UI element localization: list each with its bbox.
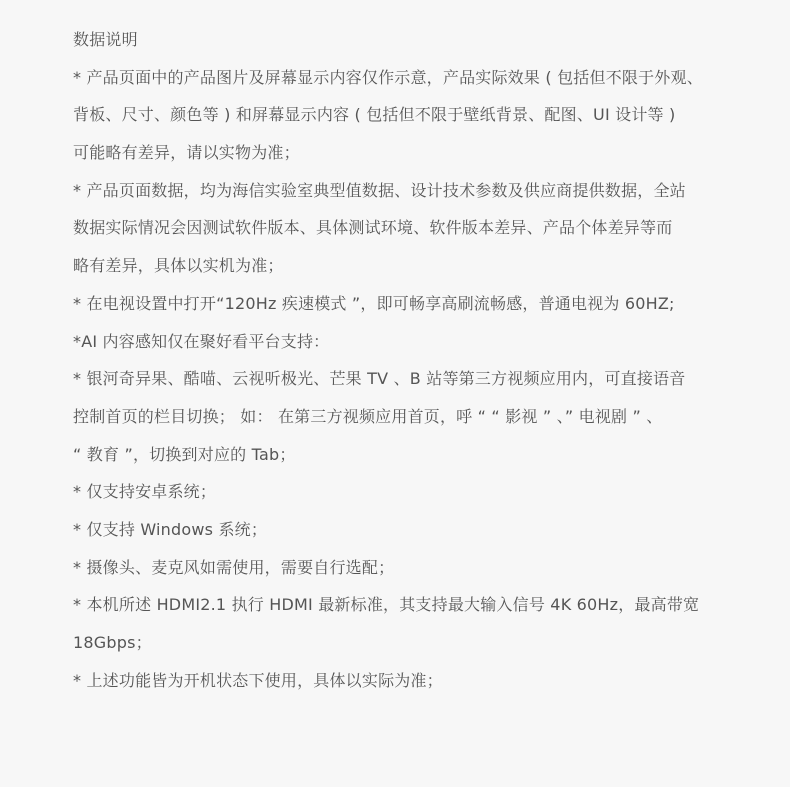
note-line: * 上述功能皆为开机状态下使用，具体以实际为准； bbox=[73, 670, 443, 690]
note-line: 控制首页的栏目切换； 如： 在第三方视频应用首页，呼 “ “ 影视 ” 、” 电视剧 ” 、 bbox=[73, 406, 663, 426]
note-line: 数据实际情况会因测试软件版本、具体测试环境、软件版本差异、产品个体差异等而 bbox=[73, 218, 673, 238]
document-title: 数据说明 bbox=[73, 30, 138, 49]
note-line: “ 教育 ”，切换到对应的 Tab； bbox=[73, 444, 296, 464]
note-line: * 本机所述 HDMI2.1 执行 HDMI 最新标准，其支持最大输入信号 4K 60Hz，最高带宽 bbox=[73, 595, 700, 615]
note-line: 可能略有差异，请以实物为准； bbox=[73, 143, 300, 163]
note-line: * 在电视设置中打开“120Hz 疾速模式 ”，即可畅享高刷流畅感，普通电视为 60HZ; bbox=[73, 293, 675, 313]
note-line: * 摄像头、麦克风如需使用，需要自行选配； bbox=[73, 557, 395, 577]
note-line: * 仅支持 Windows 系统； bbox=[73, 519, 268, 539]
note-line: * 仅支持安卓系统； bbox=[73, 482, 217, 502]
note-line: 18Gbps； bbox=[73, 633, 152, 652]
note-line: 略有差异，具体以实机为准； bbox=[73, 256, 284, 276]
note-line: * 产品页面数据，均为海信实验室典型值数据、设计技术参数及供应商提供数据，全站 bbox=[73, 180, 686, 200]
note-line: 背板、尺寸、颜色等 ) 和屏幕显示内容 ( 包括但不限于壁纸背景、配图、UI 设计等 ) bbox=[73, 105, 676, 125]
data-notes-document bbox=[73, 30, 785, 708]
note-line: * 产品页面中的产品图片及屏幕显示内容仅作示意，产品实际效果 ( 包括但不限于外观、 bbox=[73, 67, 703, 87]
note-line: *AI 内容感知仅在聚好看平台支持： bbox=[73, 331, 330, 351]
note-line: * 银河奇异果、酷喵、云视听极光、芒果 TV 、B 站等第三方视频应用内，可直接语音 bbox=[73, 369, 686, 389]
